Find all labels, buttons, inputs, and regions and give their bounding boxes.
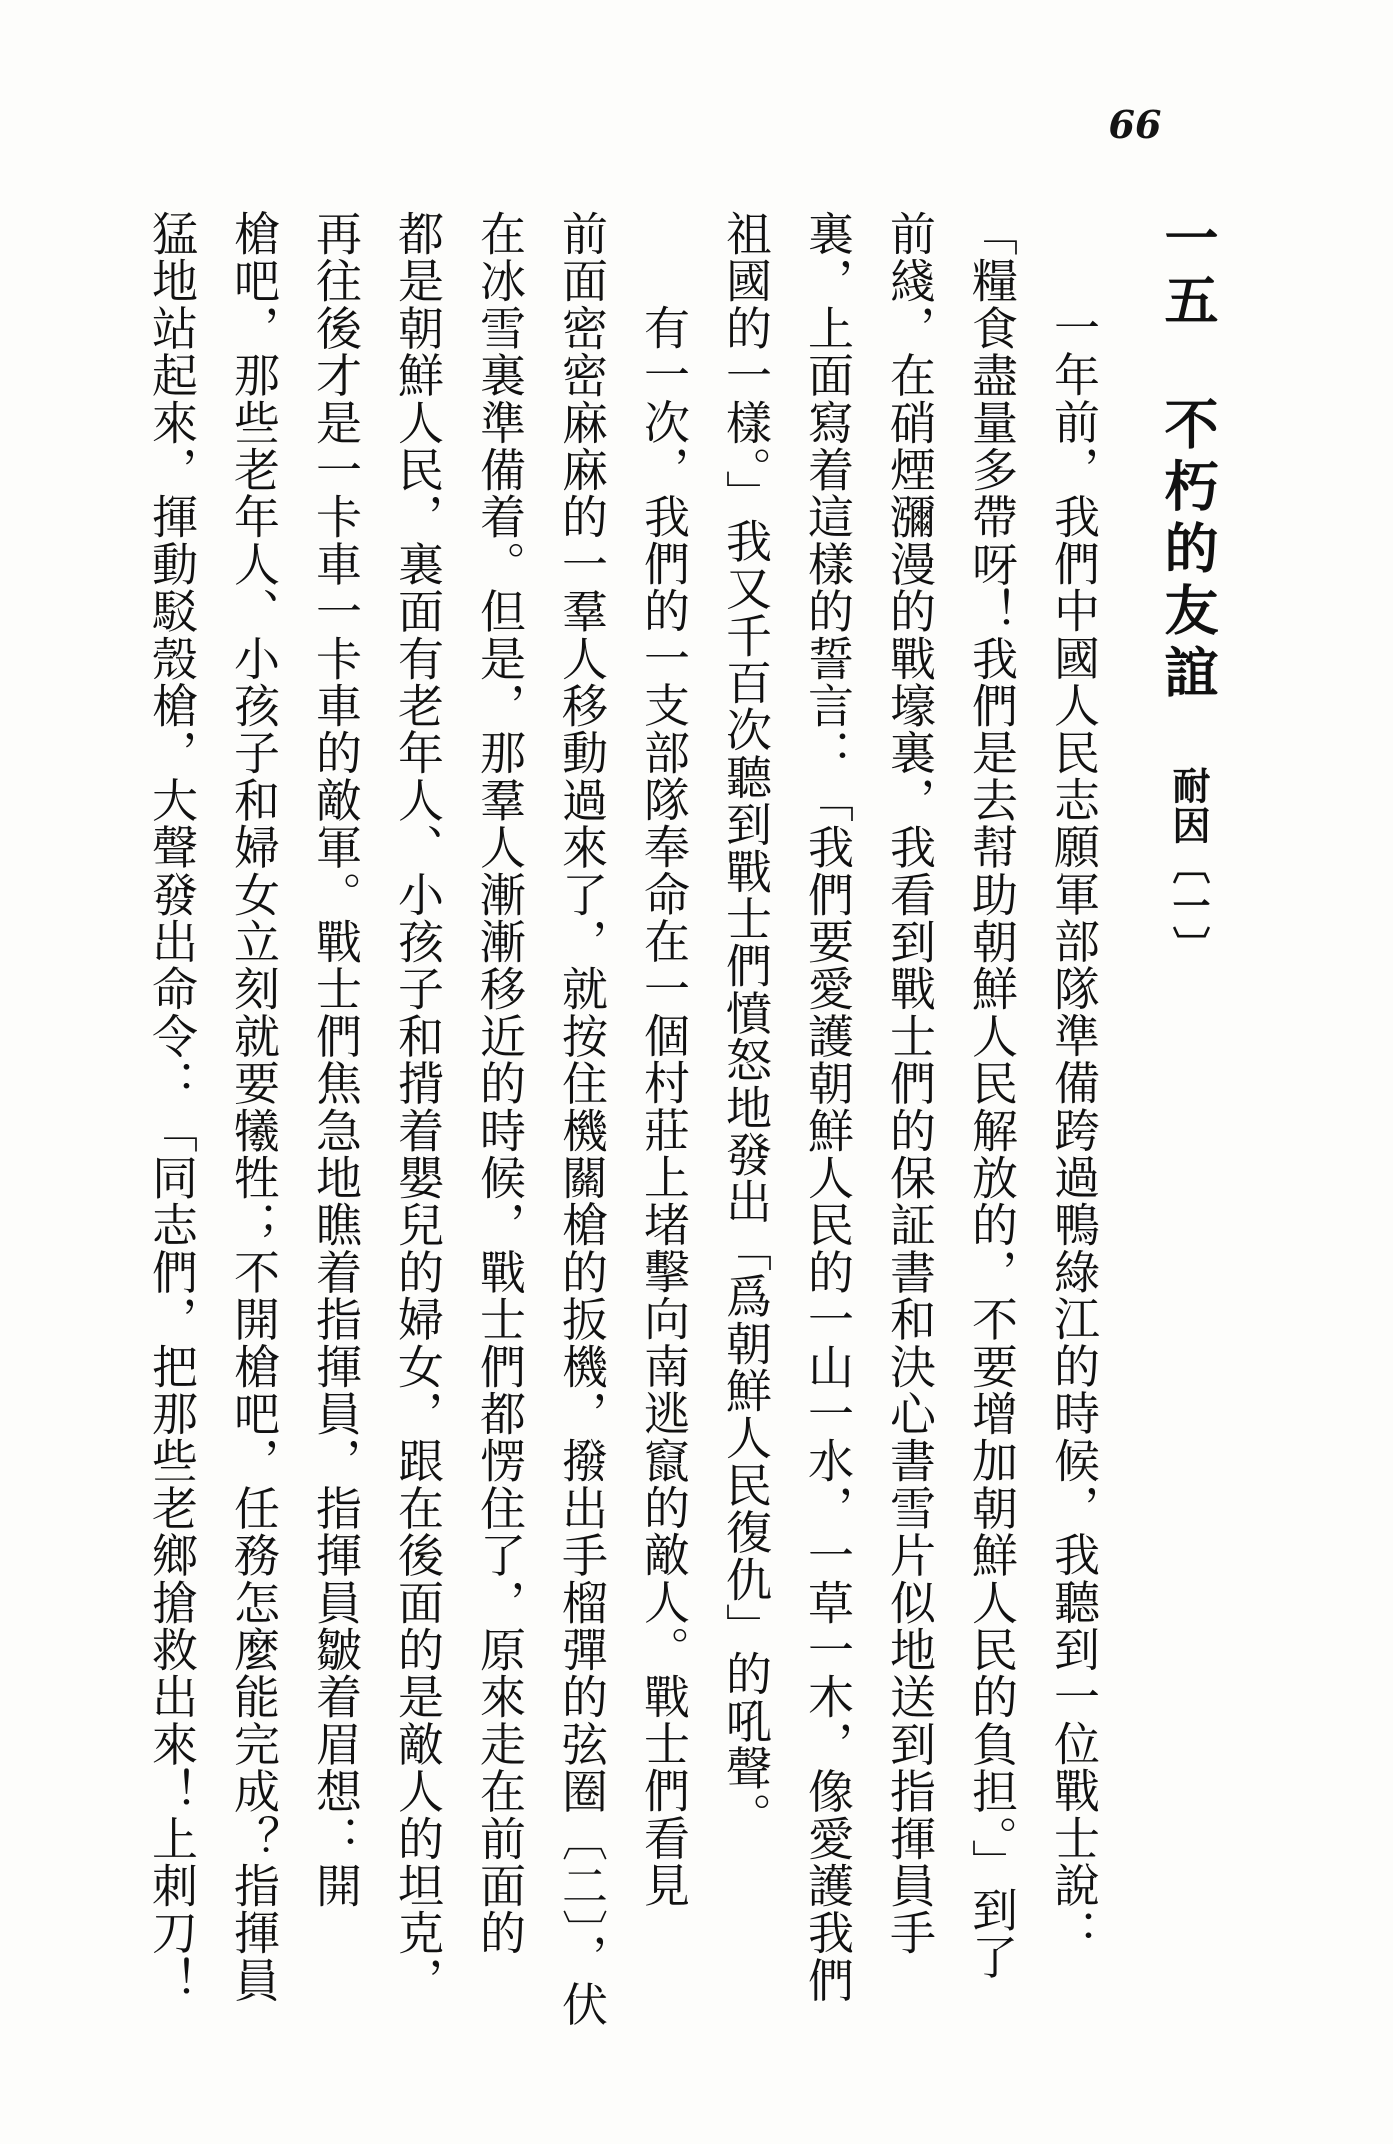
text-column-9: 都是朝鮮人民，裏面有老年人、小孩子和揹着嬰兒的婦女，跟在後面的是敵人的坦克， [391, 210, 445, 2004]
text-column-3: 前綫，在硝煙瀰漫的戰壕裏，我看到戰士們的保証書和決心書雪片似地送到指揮員手 [883, 210, 937, 1957]
chapter-title-column [1133, 210, 1243, 966]
text-column-6: 有一次，我們的一支部隊奉命在一個村莊上堵擊向南逃竄的敵人。戰士們看見 [637, 304, 691, 1909]
text-column-1: 一年前，我們中國人民志願軍部隊準備跨過鴨綠江的時候，我聽到一位戰士說： [1047, 304, 1101, 1956]
text-column-2: 「糧食盡量多帶呀！我們是去幇助朝鮮人民解放的，不要增加朝鮮人民的負担。」到了 [965, 210, 1019, 1981]
text-column-12: 猛地站起來，揮動駁殼槍，大聲發出命令：「同志們，把那些老鄉搶救出來！上刺刀！ [145, 210, 199, 2004]
text-column-10: 再往後才是一卡車一卡車的敵軍。戰士們焦急地瞧着指揮員，指揮員皺着眉想：開 [309, 210, 363, 1910]
vertical-text-block [131, 210, 1243, 2028]
page-number: 66 [1108, 102, 1162, 147]
text-column-4: 裏，上面寫着這樣的誓言：「我們要愛護朝鮮人民的一山一水，一草一木，像愛護我們 [801, 210, 855, 2004]
text-column-7: 前面密密麻麻的一羣人移動過來了，就按住機關槍的扳機，撥出手榴彈的弦圈〔二〕，伏 [555, 210, 609, 2028]
text-column-8: 在冰雪裏準備着。但是，那羣人漸漸移近的時候，戰士們都愣住了，原來走在前面的 [473, 210, 527, 1957]
text-column-5: 祖國的一樣。」我又千百次聽到戰士們憤怒地發出「爲朝鮮人民復仇」的吼聲。 [719, 210, 773, 1839]
chapter-title: 一五 不朽的友誼 [1156, 210, 1220, 706]
author-name: 耐因〔一〕 [1166, 766, 1211, 966]
text-column-11: 槍吧，那些老年人、小孩子和婦女立刻就要犧牲；不開槍吧，任務怎麼能完成？指揮員 [227, 210, 281, 2004]
